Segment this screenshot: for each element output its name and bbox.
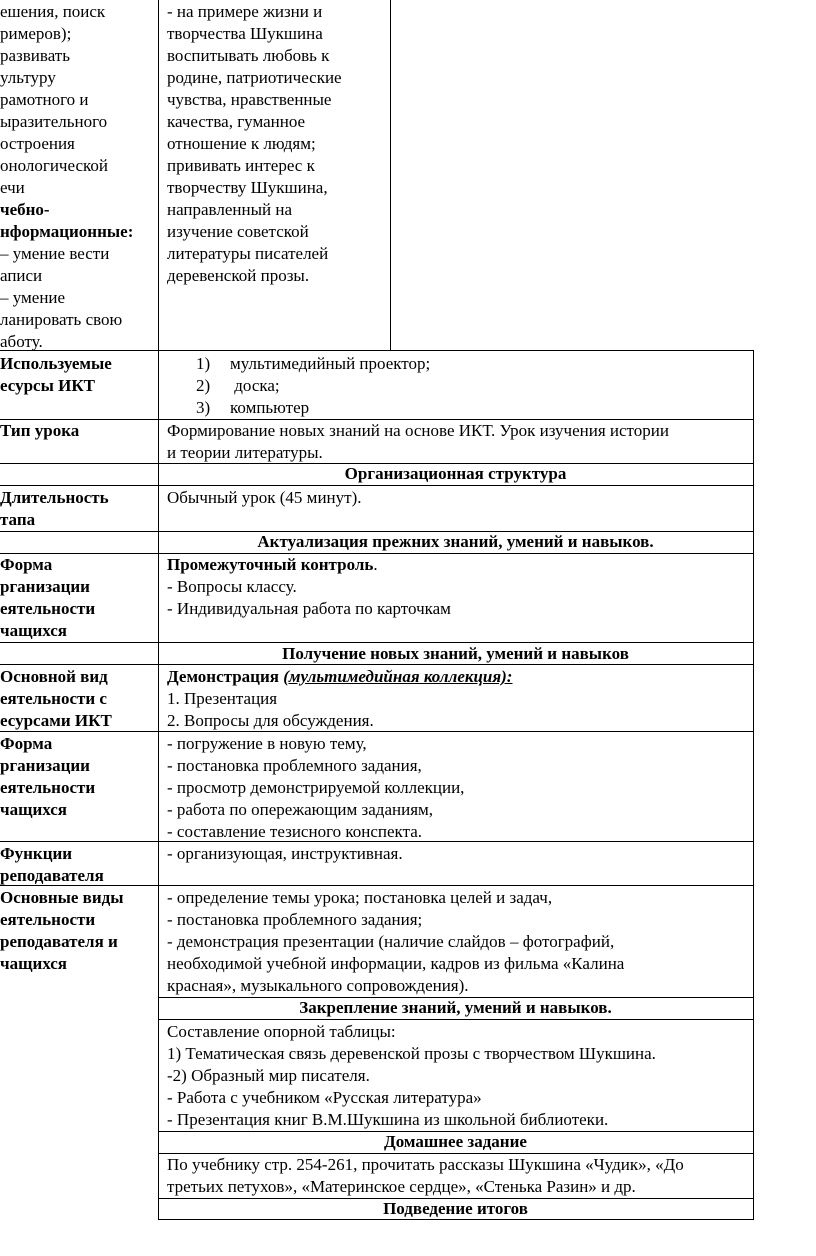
goals-right-line: прививать интерес к <box>167 156 315 175</box>
form1-label-line: чащихся <box>0 621 67 640</box>
main-activity-label-line: Основной вид <box>0 667 108 686</box>
goals-left-line: ечи <box>0 178 25 197</box>
consolidation-line: - Презентация книг В.М.Шукшина из школьной библиотеки. <box>167 1110 609 1129</box>
activities-value <box>167 887 624 997</box>
form2-line: - погружение в новую тему, <box>167 734 367 753</box>
consolidation-line: 1) Тематическая связь деревенской прозы с творчеством Шукшина. <box>167 1044 656 1063</box>
form1-label-line: еятельности <box>0 599 96 618</box>
form1-value <box>167 554 451 620</box>
table-border <box>158 0 159 1220</box>
form2-label-line: чащихся <box>0 800 67 819</box>
table-border <box>158 1019 754 1020</box>
goals-right-line: изучение советской <box>167 222 309 241</box>
form2-label-line: Форма <box>0 734 53 753</box>
main-activity-label-line: есурсами ИКТ <box>0 711 112 730</box>
activities-label <box>0 887 124 975</box>
ict-label <box>0 353 112 397</box>
lesson-type-label <box>0 420 79 442</box>
goals-right-line: деревенской прозы. <box>167 266 310 285</box>
goals-right-cell <box>167 1 387 287</box>
main-activity-label-line: еятельности с <box>0 689 107 708</box>
table-border <box>390 0 391 350</box>
main-activity-value <box>167 666 512 732</box>
duration-value-text: Обычный урок (45 минут). <box>167 488 362 507</box>
activities-line: - определение темы урока; постановка целей и задач, <box>167 888 553 907</box>
goals-left-line: – умение <box>0 288 66 307</box>
goals-left-line: аботу. <box>0 332 43 351</box>
teacher-functions-label-line: Функции <box>0 844 73 863</box>
table-border <box>0 485 754 486</box>
ict-item-text: доска; <box>230 376 280 395</box>
main-activity-line: 2. Вопросы для обсуждения. <box>167 711 374 730</box>
homework-line: По учебнику стр. 254-261, прочитать рассказы Шукшина «Чудик», «До <box>167 1155 684 1174</box>
teacher-functions-label <box>0 843 104 887</box>
activities-label-line: еятельности <box>0 910 96 929</box>
form1-label <box>0 554 95 642</box>
duration-label-line: тапа <box>0 510 36 529</box>
main-activity-line: 1. Презентация <box>167 689 278 708</box>
form2-line: - просмотр демонстрируемой коллекции, <box>167 778 465 797</box>
duration-value <box>167 487 361 509</box>
goals-left-line: ешения, поиск <box>0 2 106 21</box>
activities-label-line: чащихся <box>0 954 67 973</box>
homework-value <box>167 1154 684 1198</box>
activities-label-line: реподавателя и <box>0 932 118 951</box>
goals-right-line: воспитывать любовь к <box>167 46 330 65</box>
form1-label-line: рганизации <box>0 577 90 596</box>
goals-left-line: онологической <box>0 156 108 175</box>
lesson-type-label-text: Тип урока <box>0 421 80 440</box>
goals-right-line: чувства, нравственные <box>167 90 332 109</box>
homework-header: Домашнее задание <box>384 1132 527 1151</box>
goals-right-line: отношение к людям; <box>167 134 316 153</box>
ict-label-line: есурсы ИКТ <box>0 376 95 395</box>
main-activity-title-italic: (мультимедийная коллекция): <box>283 667 513 686</box>
goals-left-line: – умение вести <box>0 244 110 263</box>
lesson-type-value <box>167 420 669 464</box>
goals-right-line: творчеству Шукшина, <box>167 178 328 197</box>
teacher-functions-label-line: реподавателя <box>0 866 104 885</box>
ict-item-number: 2) <box>196 376 211 395</box>
actualization-header: Актуализация прежних знаний, умений и навыков. <box>257 532 654 551</box>
table-border <box>753 350 754 1220</box>
consolidation-line: -2) Образный мир писателя. <box>167 1066 370 1085</box>
goals-right-line: качества, гуманное <box>167 112 306 131</box>
homework-line: третьих петухов», «Материнское сердце», «Стенька Разин» и др. <box>167 1177 636 1196</box>
ict-item-text: мультимедийный проектор; <box>230 354 431 373</box>
ict-label-line: Используемые <box>0 354 112 373</box>
form1-line: - Вопросы классу. <box>167 577 297 596</box>
lesson-type-line: Формирование новых знаний на основе ИКТ. Урок изучения истории <box>167 421 669 440</box>
lesson-type-line: и теории литературы. <box>167 443 323 462</box>
goals-left-line: остроения <box>0 134 75 153</box>
goals-right-line: литературы писателей <box>167 244 329 263</box>
ict-item-number: 3) <box>196 398 211 417</box>
duration-label <box>0 487 109 531</box>
goals-left-line: римеров); <box>0 24 72 43</box>
ict-item <box>196 375 430 397</box>
goals-left-line: аписи <box>0 266 43 285</box>
goals-left-line: рамотного и <box>0 90 89 109</box>
goals-right-line: творчества Шукшина <box>167 24 323 43</box>
teacher-functions-text: - организующая, инструктивная. <box>167 844 403 863</box>
consolidation-line: Составление опорной таблицы: <box>167 1022 396 1041</box>
new-knowledge-header: Получение новых знаний, умений и навыков <box>282 644 629 663</box>
form2-value <box>167 733 464 843</box>
goals-left-bold-label: чебно- <box>0 200 50 219</box>
goals-left-line: ультуру <box>0 68 56 87</box>
activities-line: - постановка проблемного задания; <box>167 910 423 929</box>
goals-left-bold-label: нформационные: <box>0 222 134 241</box>
ict-item <box>196 397 430 419</box>
form1-title-tail: . <box>373 555 378 574</box>
teacher-functions-value <box>167 843 403 865</box>
ict-item <box>196 353 430 375</box>
main-activity-title: Демонстрация <box>167 667 284 686</box>
ict-item-number: 1) <box>196 354 211 373</box>
goals-right-line: направленный на <box>167 200 293 219</box>
form2-label-line: еятельности <box>0 778 96 797</box>
form2-label-line: рганизации <box>0 756 90 775</box>
goals-left-line: ыразительного <box>0 112 108 131</box>
activities-line: - демонстрация презентации (наличие слайдов – фотографий, <box>167 932 615 951</box>
ict-item-text: компьютер <box>230 398 310 417</box>
table-border <box>0 885 754 886</box>
form2-label <box>0 733 95 821</box>
consolidation-line: - Работа с учебником «Русская литература» <box>167 1088 482 1107</box>
goals-left-line: ланировать свою <box>0 310 123 329</box>
consolidation-value <box>167 1021 656 1131</box>
summary-header: Подведение итогов <box>383 1199 528 1218</box>
activities-label-line: Основные виды <box>0 888 124 907</box>
goals-right-line: - на примере жизни и <box>167 2 323 21</box>
org-structure-header: Организационная структура <box>344 464 567 483</box>
form1-title: Промежуточный контроль <box>167 555 374 574</box>
ict-list <box>196 353 430 419</box>
consolidation-header: Закрепление знаний, умений и навыков. <box>299 998 612 1017</box>
duration-label-line: Длительность <box>0 488 109 507</box>
main-activity-label <box>0 666 112 732</box>
form2-line: - работа по опережающим заданиям, <box>167 800 434 819</box>
form2-line: - постановка проблемного задания, <box>167 756 422 775</box>
goals-left-cell <box>0 1 156 353</box>
activities-line: красная», музыкального сопровождения). <box>167 976 469 995</box>
goals-right-line: родине, патриотические <box>167 68 342 87</box>
form1-label-line: Форма <box>0 555 53 574</box>
form1-line: - Индивидуальная работа по карточкам <box>167 599 451 618</box>
form2-line: - составление тезисного конспекта. <box>167 822 423 841</box>
activities-line: необходимой учебной информации, кадров из фильма «Калина <box>167 954 625 973</box>
goals-left-line: развивать <box>0 46 70 65</box>
